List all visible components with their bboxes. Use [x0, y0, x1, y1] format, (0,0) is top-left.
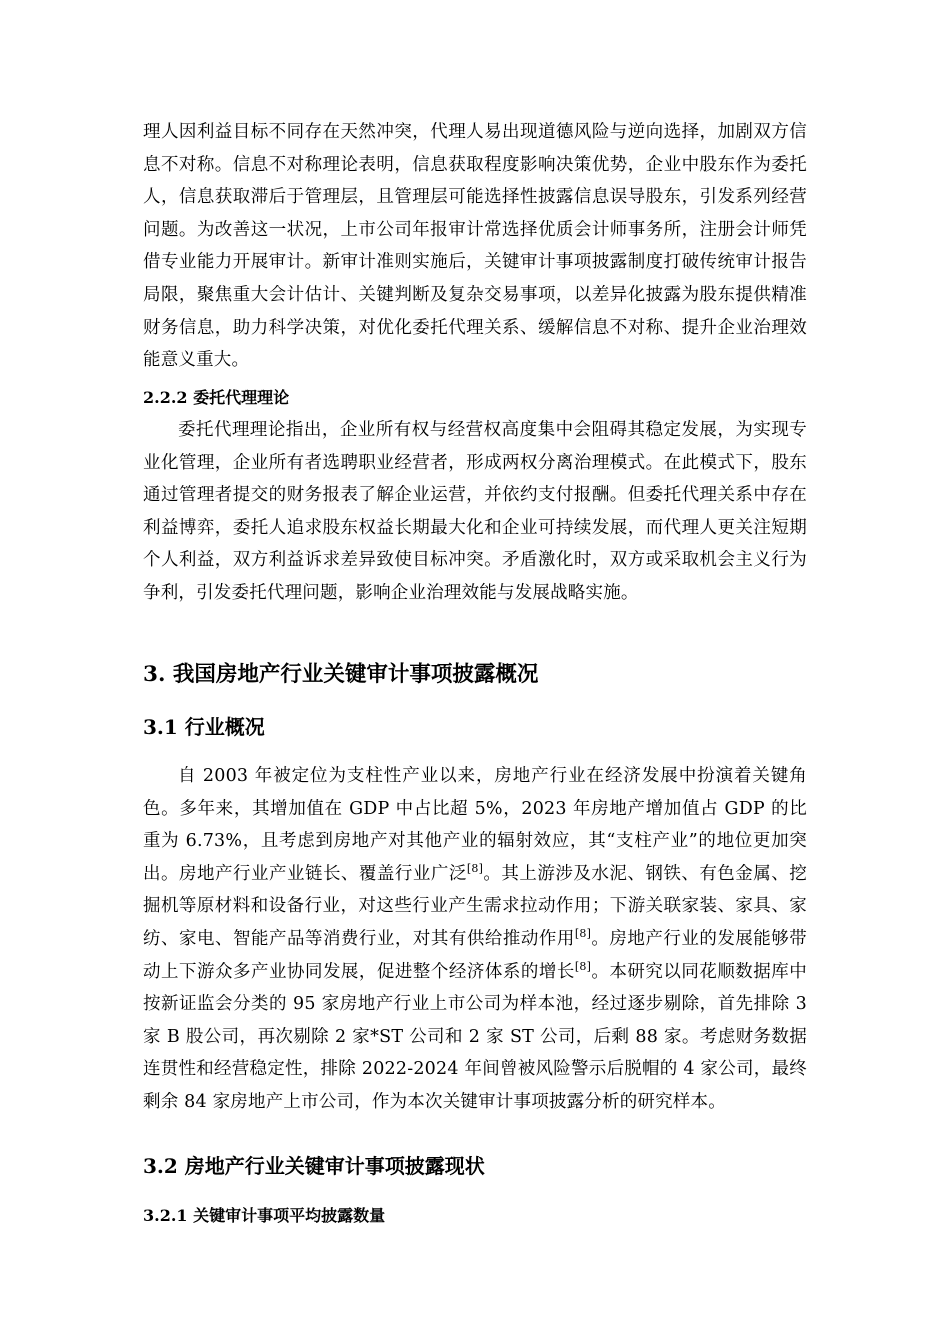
heading-3-2-1: 3.2.1 关键审计事项平均披露数量: [143, 1206, 386, 1225]
heading-3-1: 3.1 行业概况: [143, 715, 265, 739]
citation-8-a: [8]: [466, 861, 484, 875]
paragraph-3-1-part1: 自 2003 年被定位为支柱性产业以来，房地产行业在经济发展中扮演着关键角色。多年来，其增加值在 GDP 中占比超 5%，2023 年房地产增加值占 GDP 的比重为 6.73%，且考虑到房地产对其他产业的辐射效应，其“支柱产业”的地位更加突出。房地产行业产业链长、覆盖行业广泛: [143, 766, 807, 884]
citation-8-b: [8]: [574, 927, 592, 941]
paragraph-2-2-2: 委托代理理论指出，企业所有权与经营权高度集中会阻碍其稳定发展，为实现专业化管理，企业所有者选聘职业经营者，形成两权分离治理模式。在此模式下，股东通过管理者提交的财务报表了解企业运营，并依约支付报酬。但委托代理关系中存在利益博弈，委托人追求股东权益长期最大化和企业可持续发展，而代理人更关注短期个人利益，双方利益诉求差异致使目标冲突。矛盾激化时，双方或采取机会主义行为争利，引发委托代理问题，影响企业治理效能与发展战略实施。: [143, 420, 807, 603]
paragraph-3-1: [143, 760, 807, 1119]
paragraph-3-1-part3: 。房地产行业的发展能够带动上下游众多产业协同发展，促进整个经济体系的增长: [143, 928, 807, 982]
citation-8-c: [8]: [574, 959, 592, 973]
heading-3: 3. 我国房地产行业关键审计事项披露概况: [143, 662, 539, 687]
paragraph-3-1-part2: 。其上游涉及水泥、钢铁、有色金属、挖掘机等原材料和设备行业，对这些行业产生需求拉动作用；下游关联家装、家具、家纺、家电、智能产品等消费行业，对其有供给推动作用: [143, 863, 807, 949]
paragraph-3-1-part4: 。本研究以同花顺数据库中按新证监会分类的 95 家房地产行业上市公司为样本池，经过逐步剔除，首先排除 3 家 B 股公司，再次剔除 2 家*ST 公司和 2 家 ST 公司，后剩 88 家。考虑财务数据连贯性和经营稳定性，排除 2022-2024 年间曾被风险警示后脱帽的 4 家公司，最终剩余 84 家房地产上市公司，作为本次关键审计事项披露分析的研究样本。: [143, 961, 807, 1112]
paragraph-intro: 理人因利益目标不同存在天然冲突，代理人易出现道德风险与逆向选择，加剧双方信息不对称。信息不对称理论表明，信息获取程度影响决策优势，企业中股东作为委托人，信息获取滞后于管理层，且管理层可能选择性披露信息误导股东，引发系列经营问题。为改善这一状况，上市公司年报审计常选择优质会计师事务所，注册会计师凭借专业能力开展审计。新审计准则实施后，关键审计事项披露制度打破传统审计报告局限，聚焦重大会计估计、关键判断及复杂交易事项，以差异化披露为股东提供精准财务信息，助力科学决策，对优化委托代理关系、缓解信息不对称、提升企业治理效能意义重大。: [143, 122, 807, 371]
heading-2-2-2: 2.2.2 委托代理理论: [143, 388, 290, 407]
heading-3-2: 3.2 房地产行业关键审计事项披露现状: [143, 1154, 485, 1178]
